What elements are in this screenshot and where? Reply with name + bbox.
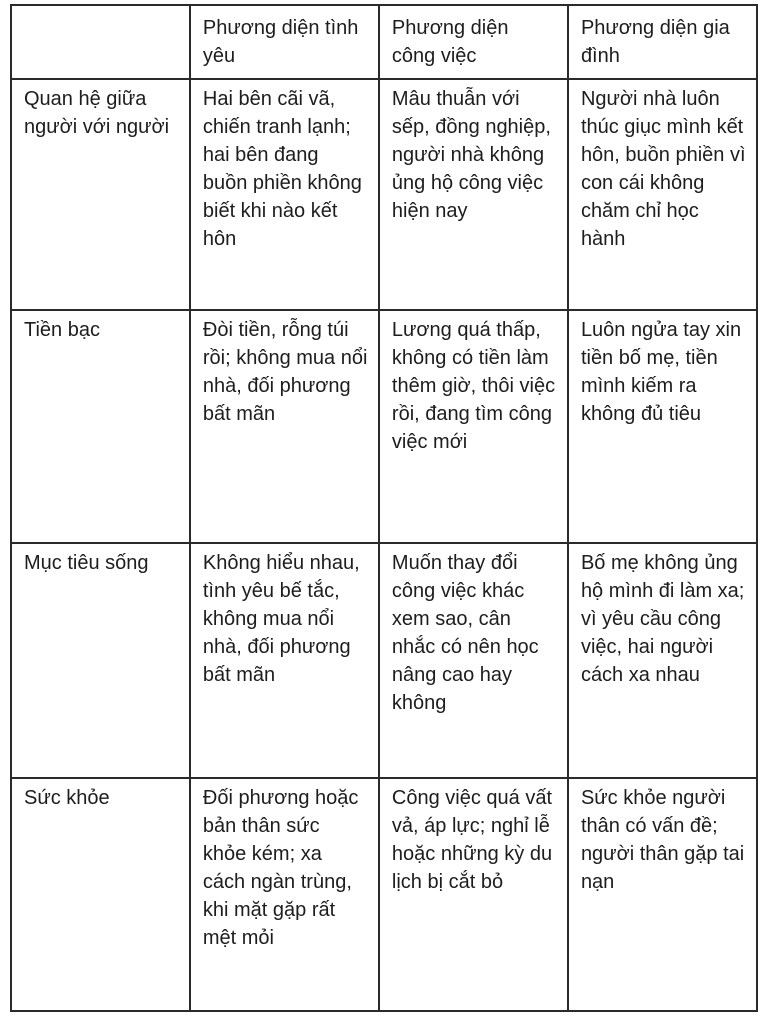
table-row xyxy=(11,778,757,1011)
row-label-relationships: Quan hệ giữa người với người xyxy=(11,79,190,310)
row-label-money: Tiền bạc xyxy=(11,310,190,543)
table-cell: Bố mẹ không ủng hộ mình đi làm xa; vì yêu cầu công việc, hai người cách xa nhau xyxy=(568,543,757,778)
table-cell: Sức khỏe người thân có vấn đề; người thân gặp tai nạn xyxy=(568,778,757,1011)
document-page xyxy=(10,4,762,1016)
table-cell: Người nhà luôn thúc giục mình kết hôn, buồn phiền vì con cái không chăm chỉ học hành xyxy=(568,79,757,310)
column-header-love: Phương diện tình yêu xyxy=(190,5,379,79)
column-header-family: Phương diện gia đình xyxy=(568,5,757,79)
table-cell: Không hiểu nhau, tình yêu bế tắc, không mua nổi nhà, đối phương bất mãn xyxy=(190,543,379,778)
table-cell: Đối phương hoặc bản thân sức khỏe kém; xa cách ngàn trùng, khi mặt gặp rất mệt mỏi xyxy=(190,778,379,1011)
table-cell: Lương quá thấp, không có tiền làm thêm giờ, thôi việc rồi, đang tìm công việc mới xyxy=(379,310,568,543)
table-cell: Luôn ngửa tay xin tiền bố mẹ, tiền mình kiếm ra không đủ tiêu xyxy=(568,310,757,543)
table-row xyxy=(11,543,757,778)
table-cell: Mâu thuẫn với sếp, đồng nghiệp, người nhà không ủng hộ công việc hiện nay xyxy=(379,79,568,310)
table-cell: Đòi tiền, rỗng túi rồi; không mua nổi nhà, đối phương bất mãn xyxy=(190,310,379,543)
comparison-table xyxy=(10,4,758,1012)
table-cell: Công việc quá vất vả, áp lực; nghỉ lễ hoặc những kỳ du lịch bị cắt bỏ xyxy=(379,778,568,1011)
table-row xyxy=(11,310,757,543)
table-row xyxy=(11,79,757,310)
row-label-life-goals: Mục tiêu sống xyxy=(11,543,190,778)
row-label-health: Sức khỏe xyxy=(11,778,190,1011)
table-cell: Muốn thay đổi công việc khác xem sao, cân nhắc có nên học nâng cao hay không xyxy=(379,543,568,778)
table-header-row xyxy=(11,5,757,79)
column-header-work: Phương diện công việc xyxy=(379,5,568,79)
table-cell: Hai bên cãi vã, chiến tranh lạnh; hai bên đang buồn phiền không biết khi nào kết hôn xyxy=(190,79,379,310)
corner-cell xyxy=(11,5,190,79)
